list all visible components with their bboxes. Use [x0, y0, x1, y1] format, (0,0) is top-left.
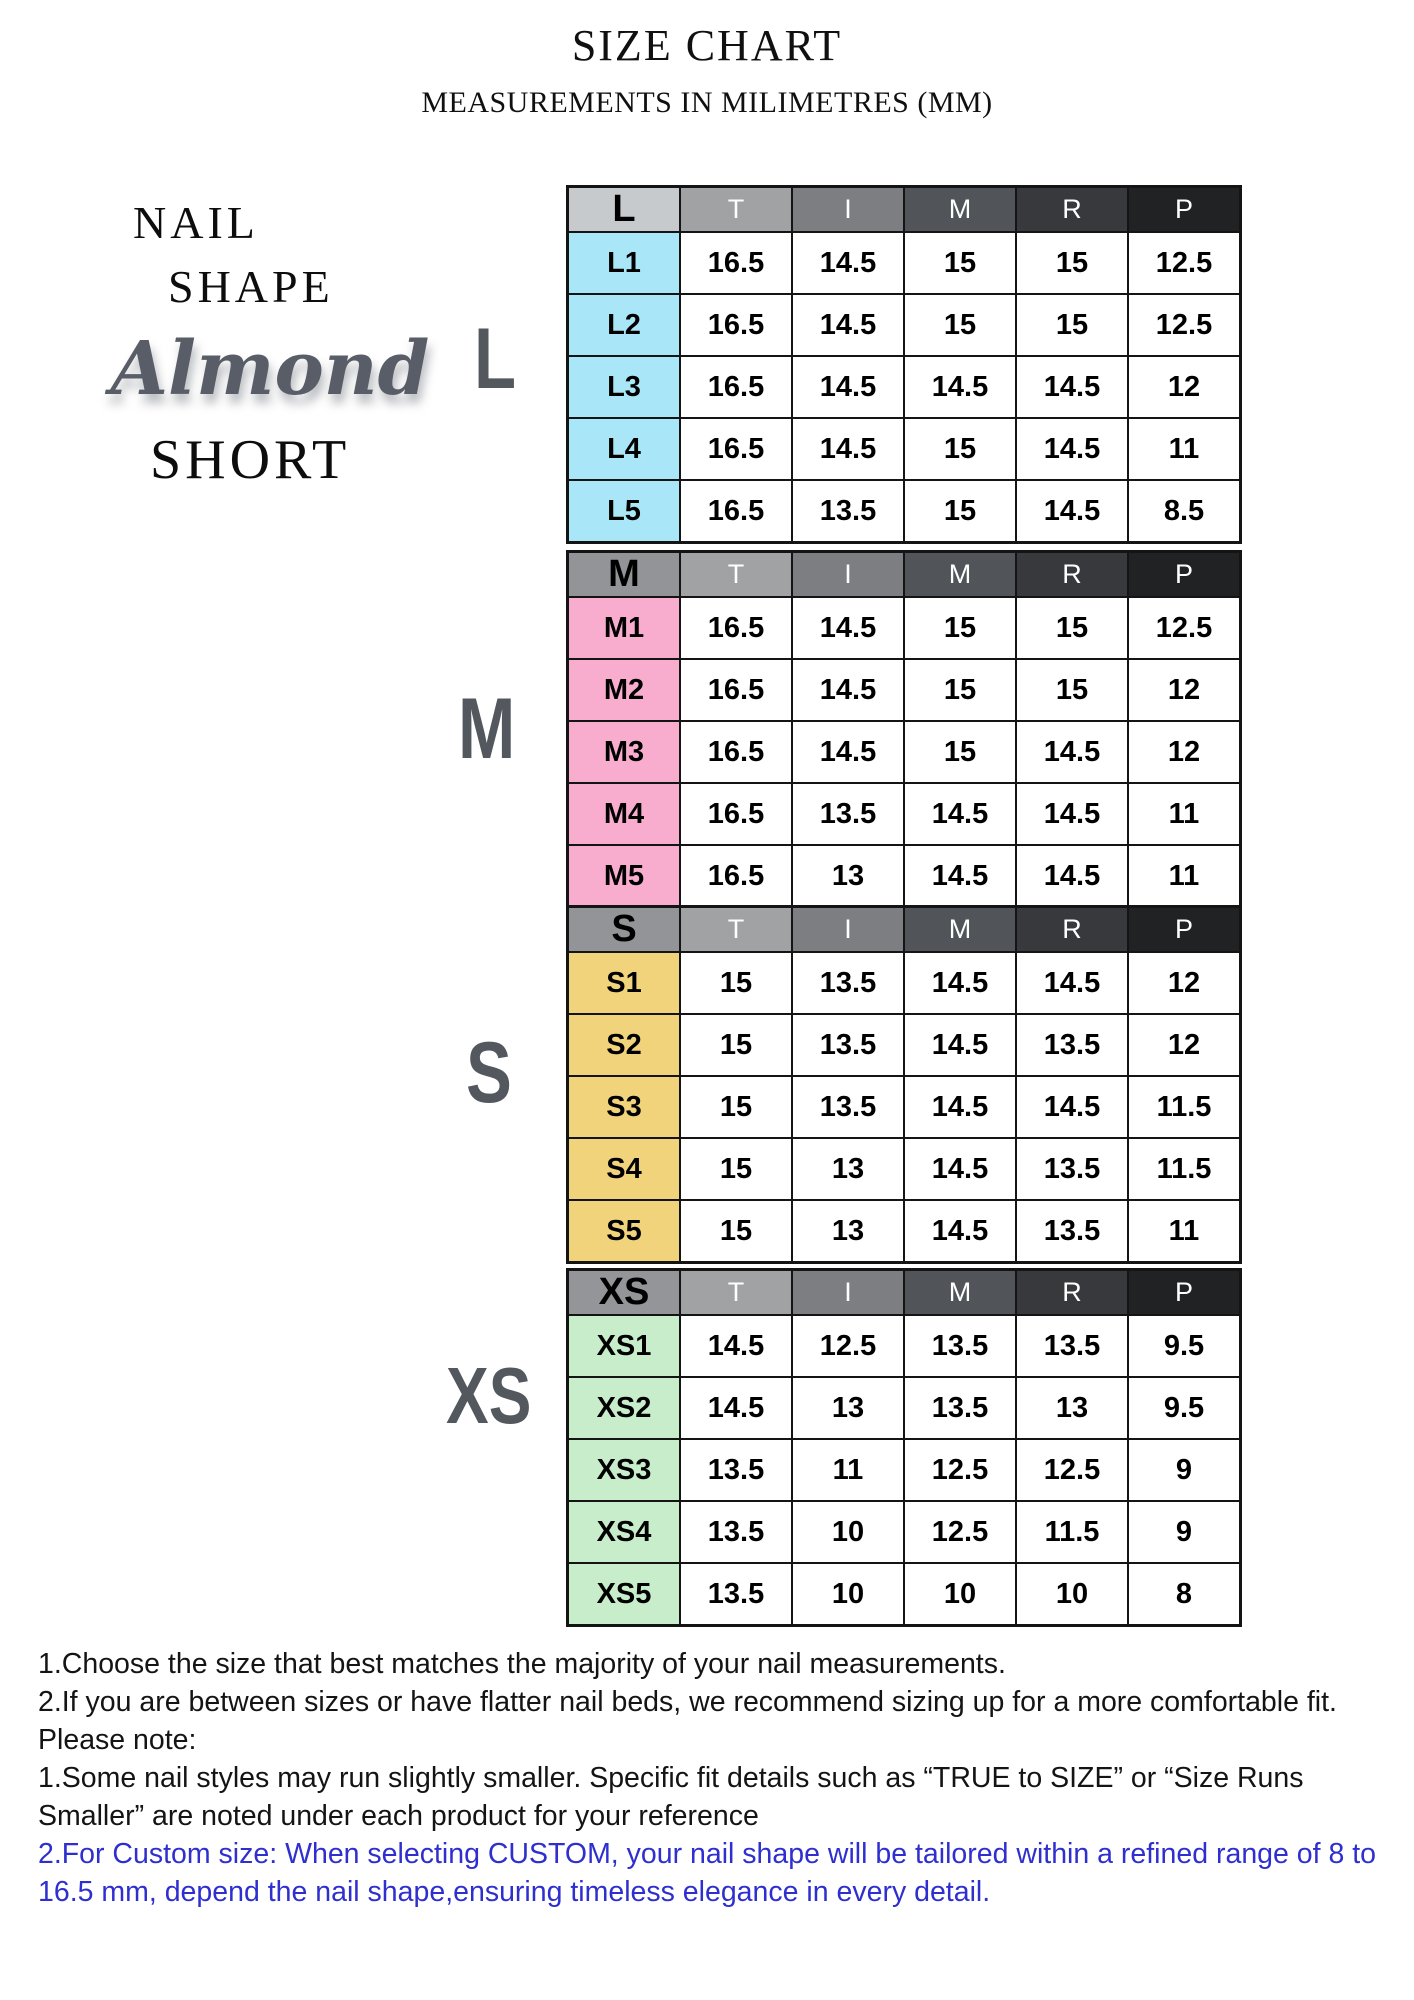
measurement-cell: 11	[1128, 418, 1241, 480]
size-table-M	[566, 550, 1242, 909]
measurement-cell: 16.5	[680, 721, 792, 783]
table-row	[568, 1563, 1241, 1626]
row-label: L1	[568, 232, 681, 294]
table-row	[568, 721, 1241, 783]
header-row	[568, 907, 1241, 953]
column-header-T: T	[680, 907, 792, 953]
row-label: XS3	[568, 1439, 681, 1501]
measurement-cell: 14.5	[792, 294, 904, 356]
measurement-cell: 14.5	[1016, 418, 1128, 480]
table-row	[568, 232, 1241, 294]
brand-shape-label: SHAPE	[168, 261, 334, 312]
measurement-cell: 16.5	[680, 597, 792, 659]
measurement-cell: 13.5	[792, 783, 904, 845]
measurement-cell: 9	[1128, 1439, 1241, 1501]
measurement-cell: 14.5	[904, 783, 1016, 845]
brand-nail-label: NAIL	[133, 197, 259, 248]
measurement-cell: 13.5	[792, 480, 904, 543]
column-header-R: R	[1016, 552, 1128, 598]
measurement-cell: 12.5	[1016, 1439, 1128, 1501]
table-row	[568, 1501, 1241, 1563]
measurement-cell: 12	[1128, 721, 1241, 783]
nail-shape-name-script: Almond	[110, 326, 430, 412]
measurement-cell: 9.5	[1128, 1377, 1241, 1439]
measurement-cell: 14.5	[904, 1014, 1016, 1076]
row-label: XS5	[568, 1563, 681, 1626]
column-header-M: M	[904, 1270, 1016, 1316]
measurement-cell: 12.5	[1128, 597, 1241, 659]
row-label: S2	[568, 1014, 681, 1076]
page-subtitle: MEASUREMENTS IN MILIMETRES (MM)	[421, 86, 993, 119]
measurement-cell: 14.5	[904, 952, 1016, 1014]
note-line-2: 2.If you are between sizes or have flatter nail beds, we recommend sizing up for a more comfortable fit.	[38, 1686, 1337, 1718]
measurement-cell: 13.5	[680, 1439, 792, 1501]
measurement-cell: 14.5	[904, 1076, 1016, 1138]
nail-length-label: SHORT	[150, 429, 351, 491]
note-line-3: Please note:	[38, 1724, 197, 1756]
measurement-cell: 13	[792, 845, 904, 908]
measurement-cell: 13.5	[792, 1076, 904, 1138]
measurement-cell: 13.5	[904, 1315, 1016, 1377]
measurement-cell: 15	[904, 721, 1016, 783]
measurement-cell: 11.5	[1016, 1501, 1128, 1563]
measurement-cell: 15	[904, 659, 1016, 721]
measurement-cell: 15	[680, 1138, 792, 1200]
measurement-cell: 14.5	[1016, 845, 1128, 908]
row-label: M2	[568, 659, 681, 721]
column-header-M: M	[904, 907, 1016, 953]
table-row	[568, 1377, 1241, 1439]
table-row	[568, 418, 1241, 480]
table-row	[568, 356, 1241, 418]
page-title: SIZE CHART	[571, 21, 843, 70]
row-label: L2	[568, 294, 681, 356]
table-row	[568, 845, 1241, 908]
column-header-R: R	[1016, 907, 1128, 953]
measurement-table	[566, 550, 1242, 909]
column-header-P: P	[1128, 907, 1241, 953]
measurement-cell: 15	[680, 952, 792, 1014]
measurement-cell: 15	[1016, 659, 1128, 721]
table-size-label: L	[568, 187, 681, 233]
measurement-cell: 14.5	[792, 418, 904, 480]
table-row	[568, 1200, 1241, 1263]
column-header-T: T	[680, 1270, 792, 1316]
measurement-cell: 16.5	[680, 845, 792, 908]
size-table-XS	[566, 1268, 1242, 1627]
measurement-cell: 13.5	[792, 1014, 904, 1076]
measurement-cell: 12.5	[1128, 294, 1241, 356]
measurement-cell: 13.5	[1016, 1014, 1128, 1076]
column-header-M: M	[904, 187, 1016, 233]
measurement-table	[566, 185, 1242, 544]
row-label: M4	[568, 783, 681, 845]
measurement-cell: 16.5	[680, 783, 792, 845]
measurement-cell: 16.5	[680, 480, 792, 543]
table-row	[568, 597, 1241, 659]
measurement-cell: 14.5	[680, 1377, 792, 1439]
measurement-cell: 14.5	[904, 845, 1016, 908]
table-size-label: XS	[568, 1270, 681, 1316]
row-label: M5	[568, 845, 681, 908]
column-header-T: T	[680, 187, 792, 233]
measurement-cell: 14.5	[1016, 783, 1128, 845]
measurement-cell: 13.5	[1016, 1200, 1128, 1263]
measurement-cell: 13	[792, 1138, 904, 1200]
row-label: XS4	[568, 1501, 681, 1563]
size-group-letter-XS: XS	[446, 1351, 532, 1440]
measurement-cell: 15	[904, 418, 1016, 480]
measurement-cell: 14.5	[1016, 952, 1128, 1014]
measurement-cell: 13	[792, 1200, 904, 1263]
measurement-table	[566, 905, 1242, 1264]
table-size-label: M	[568, 552, 681, 598]
table-row	[568, 1138, 1241, 1200]
measurement-cell: 12.5	[904, 1501, 1016, 1563]
measurement-cell: 11	[792, 1439, 904, 1501]
measurement-cell: 14.5	[680, 1315, 792, 1377]
row-label: L3	[568, 356, 681, 418]
measurement-cell: 16.5	[680, 356, 792, 418]
table-row	[568, 952, 1241, 1014]
row-label: S1	[568, 952, 681, 1014]
size-group-letter-S: S	[466, 1025, 512, 1121]
measurement-cell: 13.5	[904, 1377, 1016, 1439]
measurement-cell: 13.5	[1016, 1138, 1128, 1200]
measurement-cell: 16.5	[680, 659, 792, 721]
measurement-cell: 15	[680, 1014, 792, 1076]
row-label: L5	[568, 480, 681, 543]
measurement-cell: 12	[1128, 1014, 1241, 1076]
measurement-cell: 15	[904, 597, 1016, 659]
measurement-cell: 11	[1128, 845, 1241, 908]
measurement-cell: 14.5	[904, 1200, 1016, 1263]
measurement-cell: 14.5	[904, 1138, 1016, 1200]
table-row	[568, 1315, 1241, 1377]
measurement-cell: 14.5	[792, 721, 904, 783]
note-custom-size: 2.For Custom size: When selecting CUSTOM, your nail shape will be tailored within a refined range of 8 to 16.5 mm, depend the nail shape,ensuring timeless elegance in every detail.	[38, 1838, 1377, 1908]
measurement-cell: 10	[792, 1563, 904, 1626]
measurement-cell: 15	[1016, 232, 1128, 294]
measurement-cell: 10	[1016, 1563, 1128, 1626]
measurement-cell: 10	[792, 1501, 904, 1563]
measurement-cell: 15	[1016, 597, 1128, 659]
measurement-cell: 13	[792, 1377, 904, 1439]
column-header-I: I	[792, 187, 904, 233]
column-header-I: I	[792, 1270, 904, 1316]
measurement-cell: 14.5	[1016, 721, 1128, 783]
measurement-cell: 10	[904, 1563, 1016, 1626]
measurement-cell: 13.5	[792, 952, 904, 1014]
note-line-1: 1.Choose the size that best matches the majority of your nail measurements.	[38, 1648, 1006, 1680]
measurement-cell: 13.5	[680, 1563, 792, 1626]
column-header-I: I	[792, 552, 904, 598]
column-header-R: R	[1016, 1270, 1128, 1316]
column-header-I: I	[792, 907, 904, 953]
row-label: S3	[568, 1076, 681, 1138]
measurement-cell: 12	[1128, 356, 1241, 418]
measurement-cell: 14.5	[1016, 356, 1128, 418]
table-row	[568, 1014, 1241, 1076]
measurement-cell: 16.5	[680, 294, 792, 356]
measurement-cell: 11.5	[1128, 1138, 1241, 1200]
measurement-cell: 15	[680, 1200, 792, 1263]
row-label: XS2	[568, 1377, 681, 1439]
row-label: M1	[568, 597, 681, 659]
measurement-cell: 15	[904, 480, 1016, 543]
row-label: S4	[568, 1138, 681, 1200]
row-label: M3	[568, 721, 681, 783]
measurement-cell: 13.5	[1016, 1315, 1128, 1377]
measurement-cell: 12.5	[792, 1315, 904, 1377]
column-header-P: P	[1128, 1270, 1241, 1316]
measurement-cell: 16.5	[680, 418, 792, 480]
measurement-cell: 14.5	[792, 597, 904, 659]
measurement-cell: 8.5	[1128, 480, 1241, 543]
header-row	[568, 187, 1241, 233]
measurement-cell: 11	[1128, 783, 1241, 845]
table-row	[568, 1076, 1241, 1138]
row-label: S5	[568, 1200, 681, 1263]
size-table-L	[566, 185, 1242, 544]
column-header-P: P	[1128, 552, 1241, 598]
measurement-cell: 14.5	[904, 356, 1016, 418]
note-line-4: 1.Some nail styles may run slightly smaller. Specific fit details such as “TRUE to SIZE” or “Size Runs Smaller” are noted under each product for your reference	[38, 1762, 1304, 1832]
measurement-cell: 14.5	[1016, 1076, 1128, 1138]
table-row	[568, 480, 1241, 543]
measurement-cell: 13	[1016, 1377, 1128, 1439]
table-row	[568, 783, 1241, 845]
row-label: XS1	[568, 1315, 681, 1377]
table-row	[568, 659, 1241, 721]
column-header-R: R	[1016, 187, 1128, 233]
measurement-cell: 15	[904, 232, 1016, 294]
row-label: L4	[568, 418, 681, 480]
column-header-P: P	[1128, 187, 1241, 233]
header-row	[568, 1270, 1241, 1316]
measurement-cell: 11.5	[1128, 1076, 1241, 1138]
measurement-cell: 9.5	[1128, 1315, 1241, 1377]
size-table-S	[566, 905, 1242, 1264]
table-row	[568, 1439, 1241, 1501]
measurement-cell: 15	[904, 294, 1016, 356]
measurement-cell: 8	[1128, 1563, 1241, 1626]
footer-notes	[38, 1645, 1386, 1911]
measurement-cell: 14.5	[792, 356, 904, 418]
column-header-T: T	[680, 552, 792, 598]
measurement-cell: 14.5	[792, 232, 904, 294]
measurement-cell: 12.5	[1128, 232, 1241, 294]
size-group-letter-L: L	[474, 311, 517, 407]
measurement-cell: 11	[1128, 1200, 1241, 1263]
measurement-cell: 12.5	[904, 1439, 1016, 1501]
measurement-cell: 15	[680, 1076, 792, 1138]
measurement-cell: 12	[1128, 659, 1241, 721]
table-size-label: S	[568, 907, 681, 953]
header-row	[568, 552, 1241, 598]
measurement-cell: 14.5	[1016, 480, 1128, 543]
column-header-M: M	[904, 552, 1016, 598]
measurement-cell: 9	[1128, 1501, 1241, 1563]
measurement-cell: 12	[1128, 952, 1241, 1014]
measurement-table	[566, 1268, 1242, 1627]
measurement-cell: 14.5	[792, 659, 904, 721]
size-group-letter-M: M	[458, 681, 516, 777]
measurement-cell: 16.5	[680, 232, 792, 294]
measurement-cell: 13.5	[680, 1501, 792, 1563]
table-row	[568, 294, 1241, 356]
measurement-cell: 15	[1016, 294, 1128, 356]
